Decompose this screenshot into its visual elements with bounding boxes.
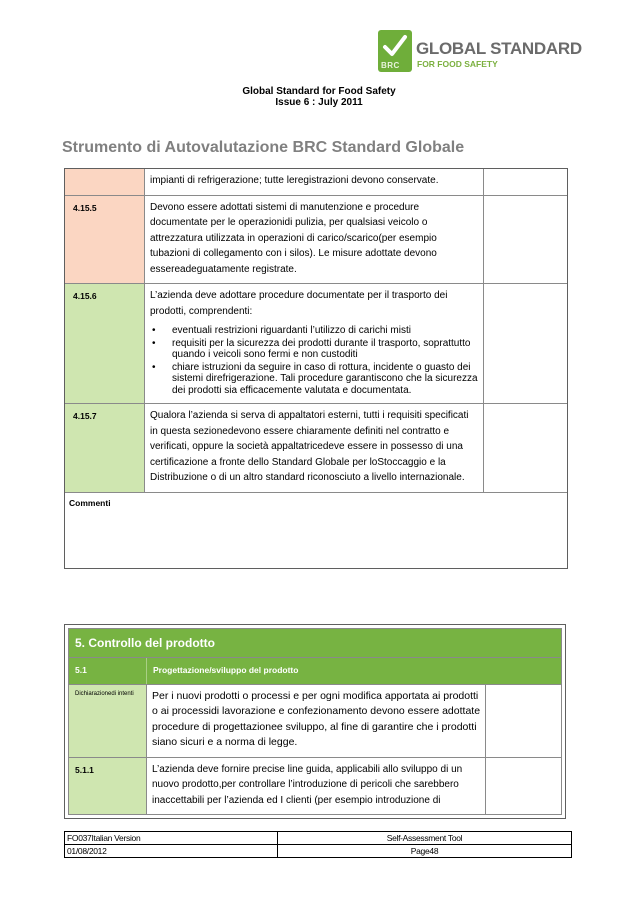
table-row [65, 284, 567, 404]
table-row [65, 404, 567, 493]
requirement-text: L’azienda deve adottare procedure documentate per il trasporto dei prodotti, comprendenti: [150, 290, 448, 317]
intent-text: Per i nuovi prodotti o processi e per ogni modifica apportata ai prodotti o ai processidi lavorazione e confezionamento devono essere adottate procedure di progettazionee sviluppo, al fine di garantire che i prodotti siano sicuri e a norma di legge. [147, 685, 486, 757]
footer-date: 01/08/2012 [65, 845, 278, 857]
table-row [65, 196, 567, 285]
subsection-title: Progettazione/sviluppo del prodotto [153, 665, 299, 675]
response-cell[interactable] [484, 196, 567, 284]
brc-logo [378, 30, 582, 76]
bullet-list [150, 325, 479, 396]
section-heading: 5. Controllo del prodotto [69, 629, 561, 658]
intent-label: Dichiarazionedi intenti [69, 685, 147, 757]
list-item: • eventuali restrizioni riguardanti l’utilizzo di carichi misti [150, 325, 479, 337]
clause-code: 4.15.6 [65, 284, 145, 403]
clause-code: 4.15.5 [65, 196, 145, 284]
header-standard-name: Global Standard for Food Safety [242, 86, 396, 97]
page-title: Strumento di Autovalutazione BRC Standard Globale [62, 139, 465, 156]
footer-page: Page48 [410, 846, 439, 856]
logo-title: GLOBAL STANDARD [416, 39, 582, 58]
footer-tool-name: Self-Assessment Tool [386, 833, 463, 843]
page-footer [64, 831, 572, 858]
clause-cell [65, 169, 145, 195]
response-cell[interactable] [486, 758, 561, 815]
response-cell[interactable] [484, 169, 567, 195]
logo-badge-text: BRC [381, 61, 400, 70]
header-issue: Issue 6 : July 2011 [275, 97, 363, 108]
list-item: • requisiti per la sicurezza dei prodotti durante il trasporto, soprattutto quando i veicoli sono fermi e non custoditi [150, 338, 479, 361]
table-row [69, 758, 561, 815]
requirement-text: Devono essere adottati sistemi di manutenzione e procedure documentate per le operazionidi pulizia, per qualsiasi veicolo o attrezzatura utilizzata in operazioni di carico/scarico(per esempio tubazioni di collegamento con i silos). Le misure adottate devono essereadeguatamente registrate. [145, 196, 484, 284]
subsection-code: 5.1 [69, 658, 147, 684]
list-item: • chiare istruzioni da seguire in caso di rottura, incidente o guasto dei sistemi direfrigerazione. Tali procedure garantiscono che la sicurezza dei prodotti sia efficacemente valutata e documentata. [150, 362, 479, 397]
requirements-table [64, 168, 568, 569]
requirement-text: L’azienda deve fornire precise line guida, applicabili allo sviluppo di un nuovo prodotto,per controllare l’introduzione di pericoli che sarebbero inaccettabili per l’azienda ed I clienti (per esempio introduzione di [147, 758, 486, 815]
subsection-row [69, 658, 561, 685]
requirement-text: impianti di refrigerazione; tutte leregistrazioni devono conservate. [145, 169, 484, 195]
response-cell[interactable] [484, 284, 567, 403]
comments-row[interactable] [65, 493, 567, 568]
table-row [69, 685, 561, 758]
checkmark-icon [378, 30, 412, 72]
response-cell[interactable] [484, 404, 567, 492]
table-row [65, 169, 567, 196]
section-5-table [64, 624, 566, 819]
footer-version: FO037Italian Version [65, 832, 278, 844]
requirement-cell [145, 284, 484, 403]
requirement-text: Qualora l’azienda si serva di appaltatori esterni, tutti i requisiti specificati in questa sezionedevono essere chiaramente definiti nel contratto e verificati, oppure la società appaltatricedeve essere in possesso di una certificazione a fronte dello Standard Globale per loStoccaggio e la Distribuzione o di un altro standard riconosciuto a livello internazionale. [145, 404, 484, 492]
response-cell[interactable] [486, 685, 561, 757]
logo-subtitle: FOR FOOD SAFETY [417, 59, 498, 69]
clause-code: 5.1.1 [69, 758, 147, 815]
comments-label: Commenti [69, 497, 111, 508]
clause-code: 4.15.7 [65, 404, 145, 492]
